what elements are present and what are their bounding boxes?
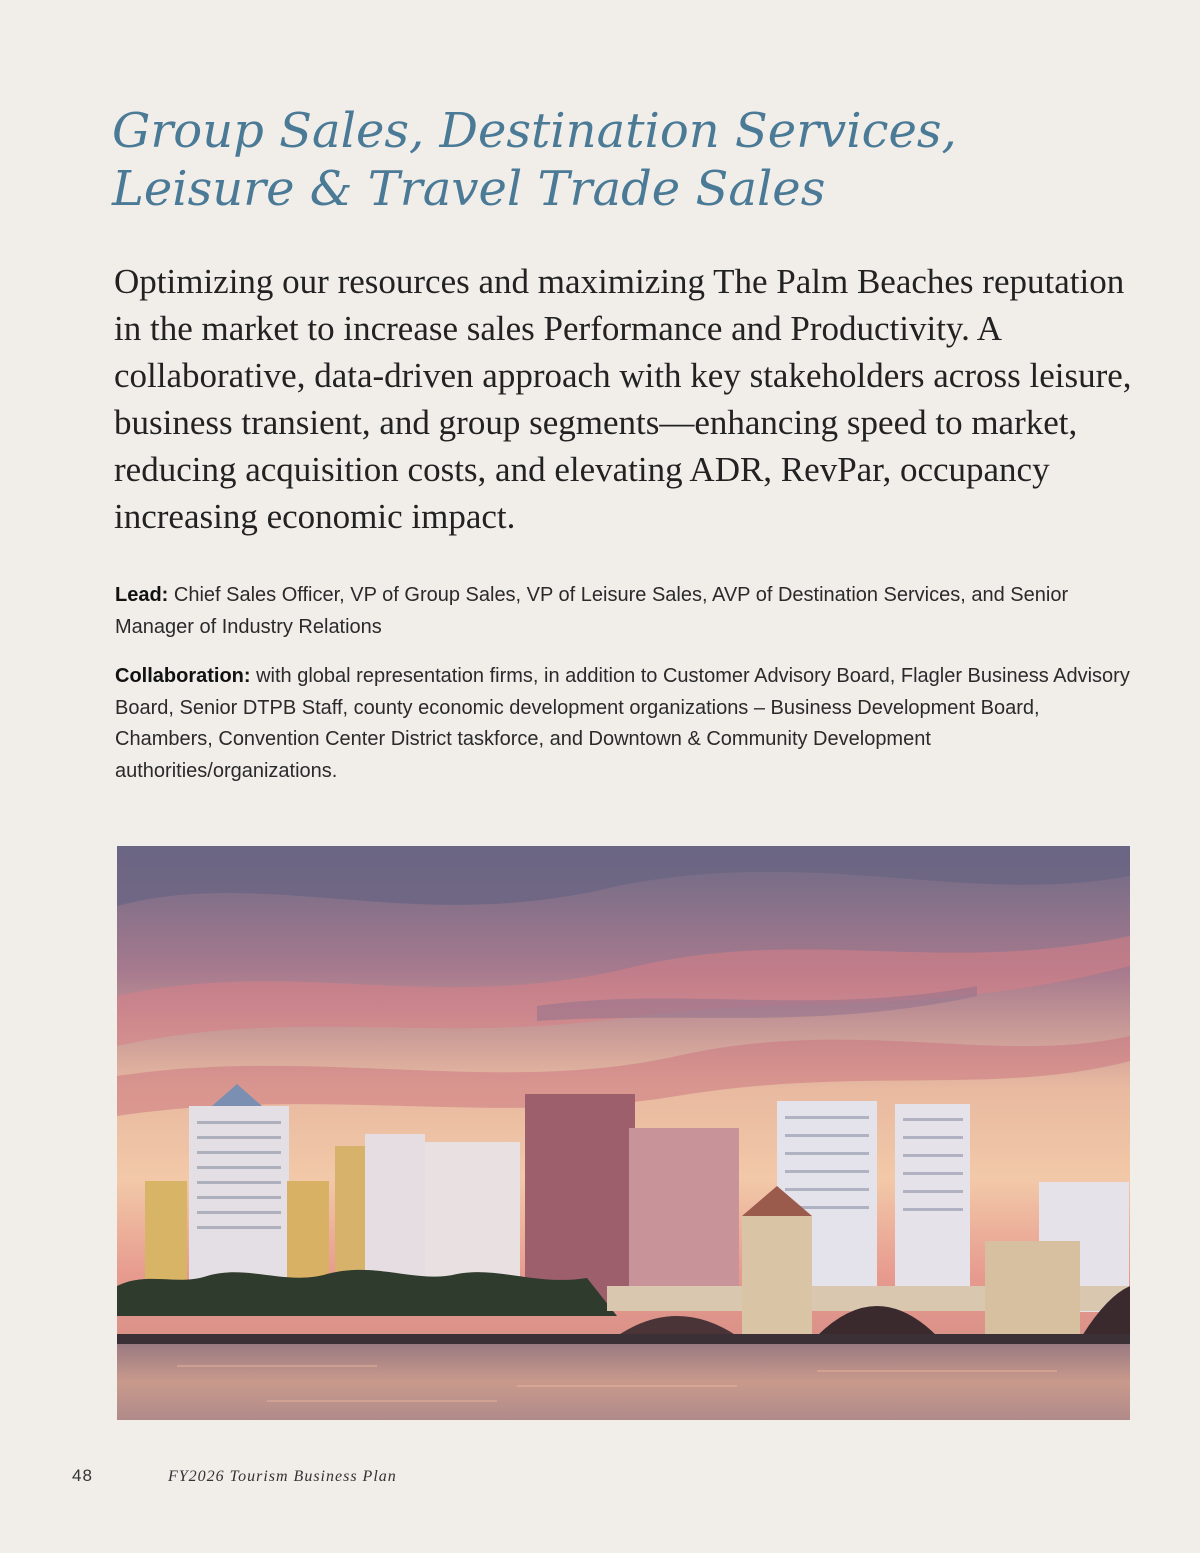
skyline-photo — [117, 846, 1130, 1420]
page-number: 48 — [72, 1466, 93, 1485]
title-line-2: Leisure & Travel Trade Sales — [112, 161, 826, 217]
collaboration-text: with global representation firms, in addition to Customer Advisory Board, Flagler Business Advisory Board, Senior DTPB Staff, county economic development organizations – Business Development Board, Chambers, Convention Center District taskforce, and Downtown & Community Development authorities/organizations. — [115, 665, 1130, 782]
intro-paragraph: Optimizing our resources and maximizing The Palm Beaches reputation in the market to increase sales Performance and Productivity. A collaborative, data-driven approach with key stakeholders across leisure, business transient, and group segments—enhancing speed to market, reducing acquisition costs, and elevating ADR, RevPar, occupancy increasing economic impact. — [114, 262, 1132, 536]
page-title — [112, 102, 1112, 218]
lead-text: Chief Sales Officer, VP of Group Sales, VP of Leisure Sales, AVP of Destination Services, and Senior Manager of Industry Relations — [115, 584, 1069, 638]
collaboration-paragraph — [115, 661, 1135, 787]
lead-label: Lead: — [115, 584, 169, 606]
collaboration-label: Collaboration: — [115, 665, 251, 687]
document-title: FY2026 Tourism Business Plan — [168, 1468, 397, 1485]
title-line-1: Group Sales, Destination Services, — [112, 103, 957, 159]
lead-paragraph — [115, 580, 1135, 643]
